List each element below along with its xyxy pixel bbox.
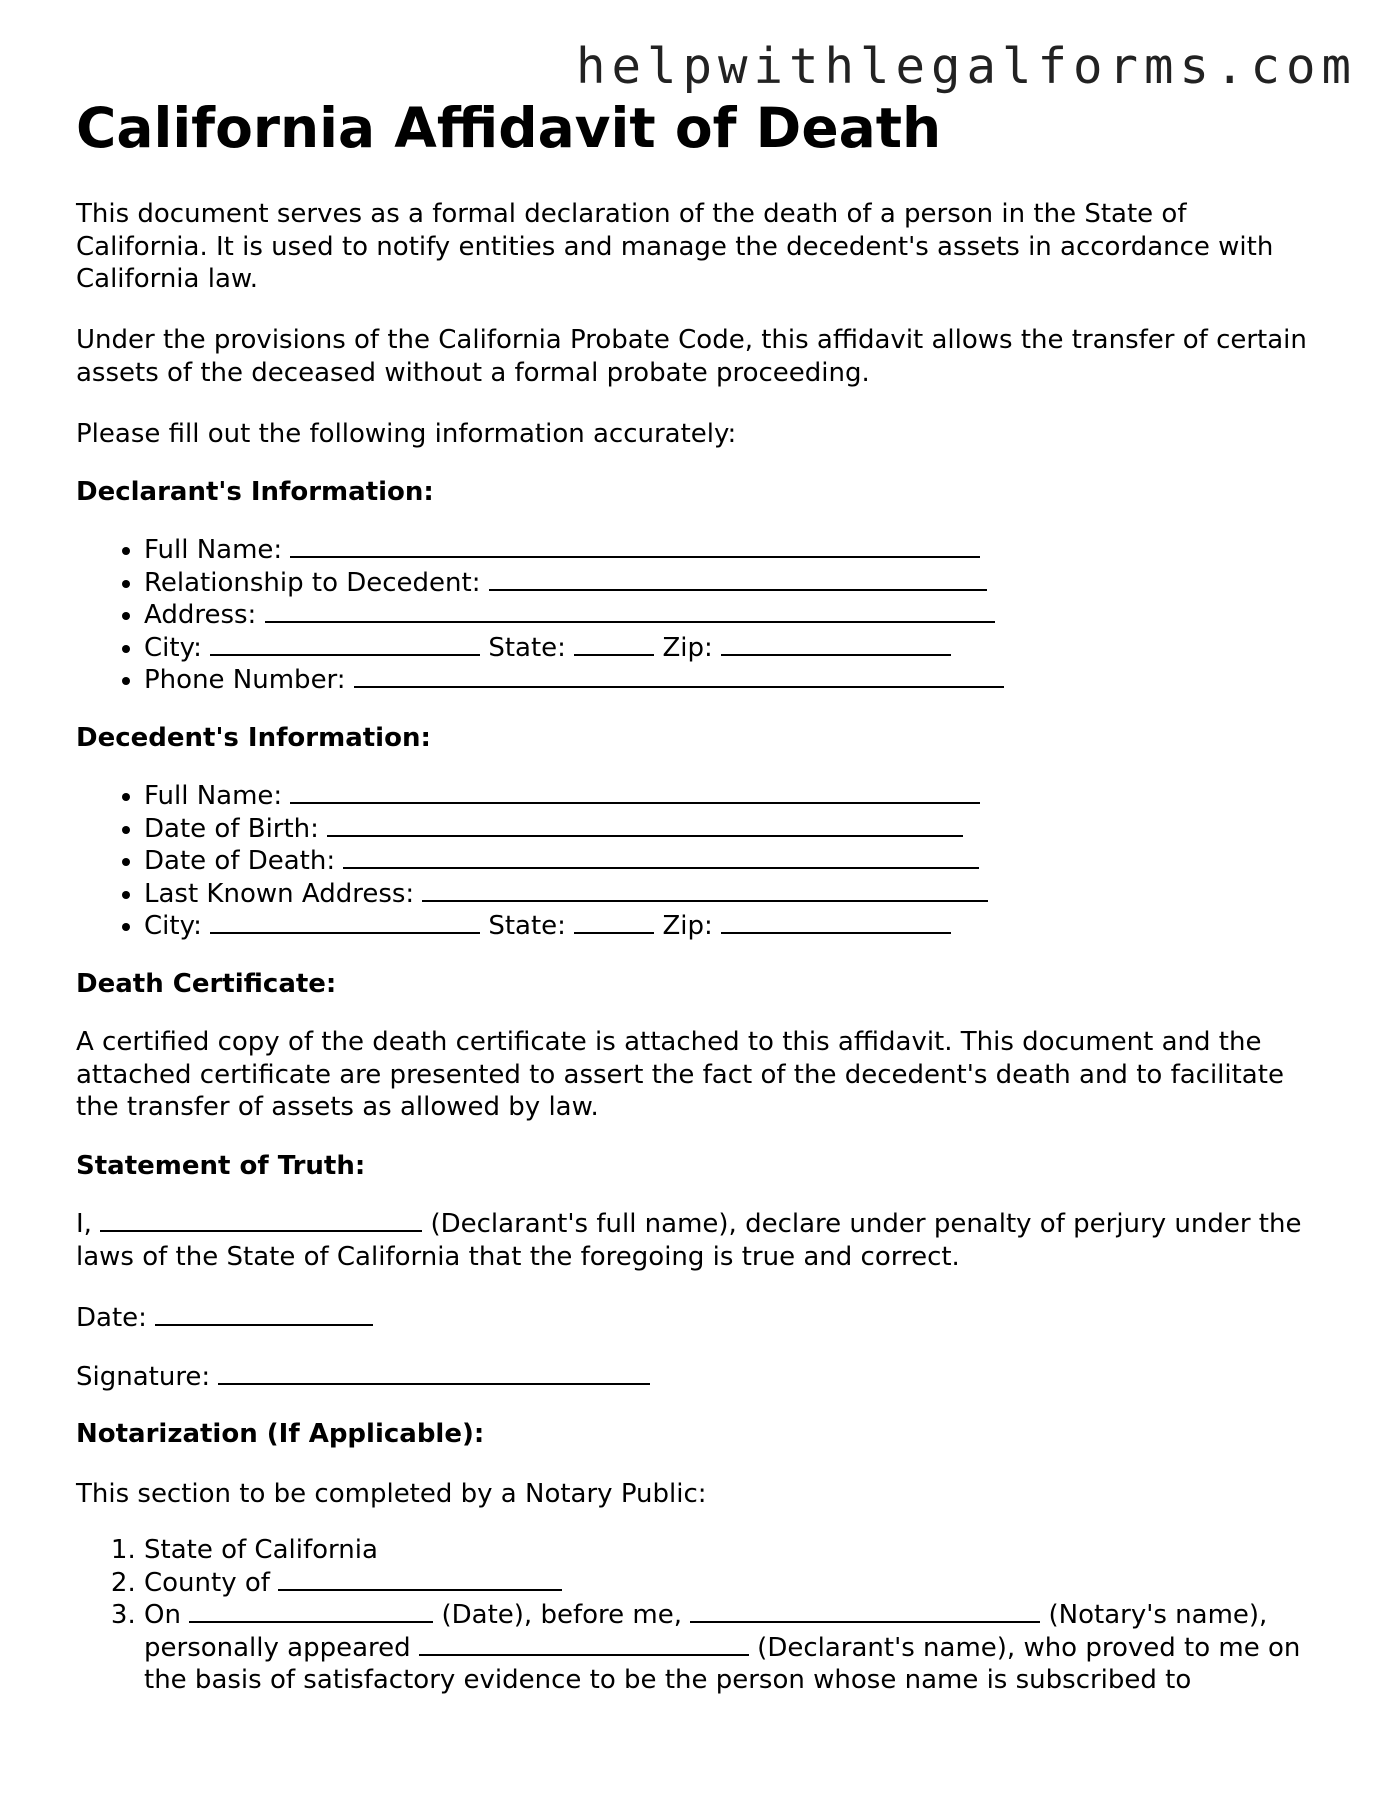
notary-date-label: (Date), before me, — [441, 1600, 682, 1630]
declarant-full-name-field[interactable] — [290, 534, 980, 558]
declarant-zip-field[interactable] — [721, 632, 951, 656]
decedent-dod-field[interactable] — [343, 845, 979, 869]
decedent-full-name-label: Full Name: — [144, 781, 283, 811]
notary-name-label: (Notary's name), personally appeared — [144, 1600, 1268, 1663]
truth-i: I, — [76, 1209, 92, 1239]
signature-label: Signature: — [76, 1362, 211, 1392]
list-item — [144, 1567, 1314, 1600]
death-certificate-heading: Death Certificate: — [76, 969, 337, 999]
declarant-full-name-field[interactable] — [100, 1208, 422, 1232]
declarant-zip-label: Zip: — [662, 632, 713, 663]
notary-county-label: County of — [144, 1567, 270, 1598]
date-label: Date: — [76, 1303, 147, 1333]
list-item — [144, 1534, 1314, 1567]
declarant-phone-label: Phone Number: — [144, 665, 346, 695]
list-item — [144, 910, 988, 943]
decedent-state-label: State: — [488, 911, 566, 941]
declarant-phone-field[interactable] — [354, 664, 1004, 688]
decedent-list — [76, 780, 988, 943]
decedent-full-name-field[interactable] — [290, 780, 980, 804]
statement-of-truth-heading: Statement of Truth: — [76, 1151, 366, 1181]
decedent-city-label: City: — [144, 911, 202, 941]
decedent-city-field[interactable] — [210, 910, 480, 934]
notary-rest: (Declarant's name), who proved to me on the basis of satisfactory evidence to be the person whose name is subscribed to — [144, 1632, 1301, 1695]
notary-list — [76, 1534, 1314, 1697]
decedent-heading: Decedent's Information: — [76, 723, 431, 753]
list-item — [144, 567, 1004, 600]
signature-field[interactable] — [218, 1361, 650, 1385]
list-item — [144, 632, 1004, 665]
notary-on-label: On — [144, 1600, 181, 1630]
truth-rest: (Declarant's full name), declare under penalty of perjury under the laws of the State of California that the foregoing is true and correct. — [76, 1209, 1302, 1272]
notarization-heading: Notarization (If Applicable): — [76, 1419, 485, 1449]
watermark: helpwithlegalforms.com — [576, 38, 1358, 95]
decedent-dod-label: Date of Death: — [144, 846, 336, 876]
notary-declarant-name-field[interactable] — [419, 1632, 749, 1656]
list-item — [144, 780, 988, 813]
declarant-heading: Declarant's Information: — [76, 477, 434, 507]
intro-paragraph-3: Please fill out the following information accurately: — [76, 419, 737, 449]
notary-name-field[interactable] — [690, 1599, 1040, 1623]
decedent-dob-label: Date of Birth: — [144, 813, 319, 844]
declarant-city-label: City: — [144, 632, 202, 663]
decedent-dob-field[interactable] — [327, 813, 963, 837]
death-certificate-text: A certified copy of the death certificate is attached to this affidavit. This document and the attached certificate are presented to assert the fact of the decedent's death and to facilitate the transfer of assets as allowed by law. — [76, 1027, 1284, 1122]
list-item — [144, 599, 1004, 632]
declarant-relationship-field[interactable] — [489, 567, 987, 591]
list-item — [144, 813, 988, 846]
decedent-zip-label: Zip: — [662, 911, 713, 941]
declarant-state-field[interactable] — [574, 632, 654, 656]
intro-paragraph-2: Under the provisions of the California Probate Code, this affidavit allows the transfer of certain assets of the deceased without a formal probate proceeding. — [76, 325, 1307, 388]
declarant-full-name-label: Full Name: — [144, 535, 283, 565]
notary-intro: This section to be completed by a Notary Public: — [76, 1479, 707, 1509]
statement-of-truth-text — [76, 1208, 1326, 1273]
notary-state: State of California — [144, 1535, 378, 1565]
decedent-last-address-field[interactable] — [422, 878, 988, 902]
date-field[interactable] — [155, 1302, 373, 1326]
declarant-state-label: State: — [488, 632, 566, 663]
list-item — [144, 1599, 1314, 1697]
page-title: California Affidavit of Death — [76, 96, 942, 160]
declarant-address-field[interactable] — [265, 599, 995, 623]
list-item — [144, 845, 988, 878]
decedent-zip-field[interactable] — [721, 910, 951, 934]
list-item — [144, 664, 1004, 697]
list-item — [144, 534, 1004, 567]
signature-line — [76, 1361, 1326, 1394]
notary-date-field[interactable] — [189, 1599, 433, 1623]
intro-paragraph-1: This document serves as a formal declaration of the death of a person in the State of California. It is used to notify entities and manage the decedent's assets in accordance with California law. — [76, 199, 1274, 294]
declarant-address-label: Address: — [144, 600, 257, 630]
decedent-last-address-label: Last Known Address: — [144, 878, 415, 909]
date-line — [76, 1302, 1326, 1335]
list-item — [144, 878, 988, 911]
declarant-list — [76, 534, 1004, 697]
decedent-state-field[interactable] — [574, 910, 654, 934]
declarant-city-field[interactable] — [210, 632, 480, 656]
declarant-relationship-label: Relationship to Decedent: — [144, 567, 481, 598]
notary-county-field[interactable] — [278, 1567, 562, 1591]
